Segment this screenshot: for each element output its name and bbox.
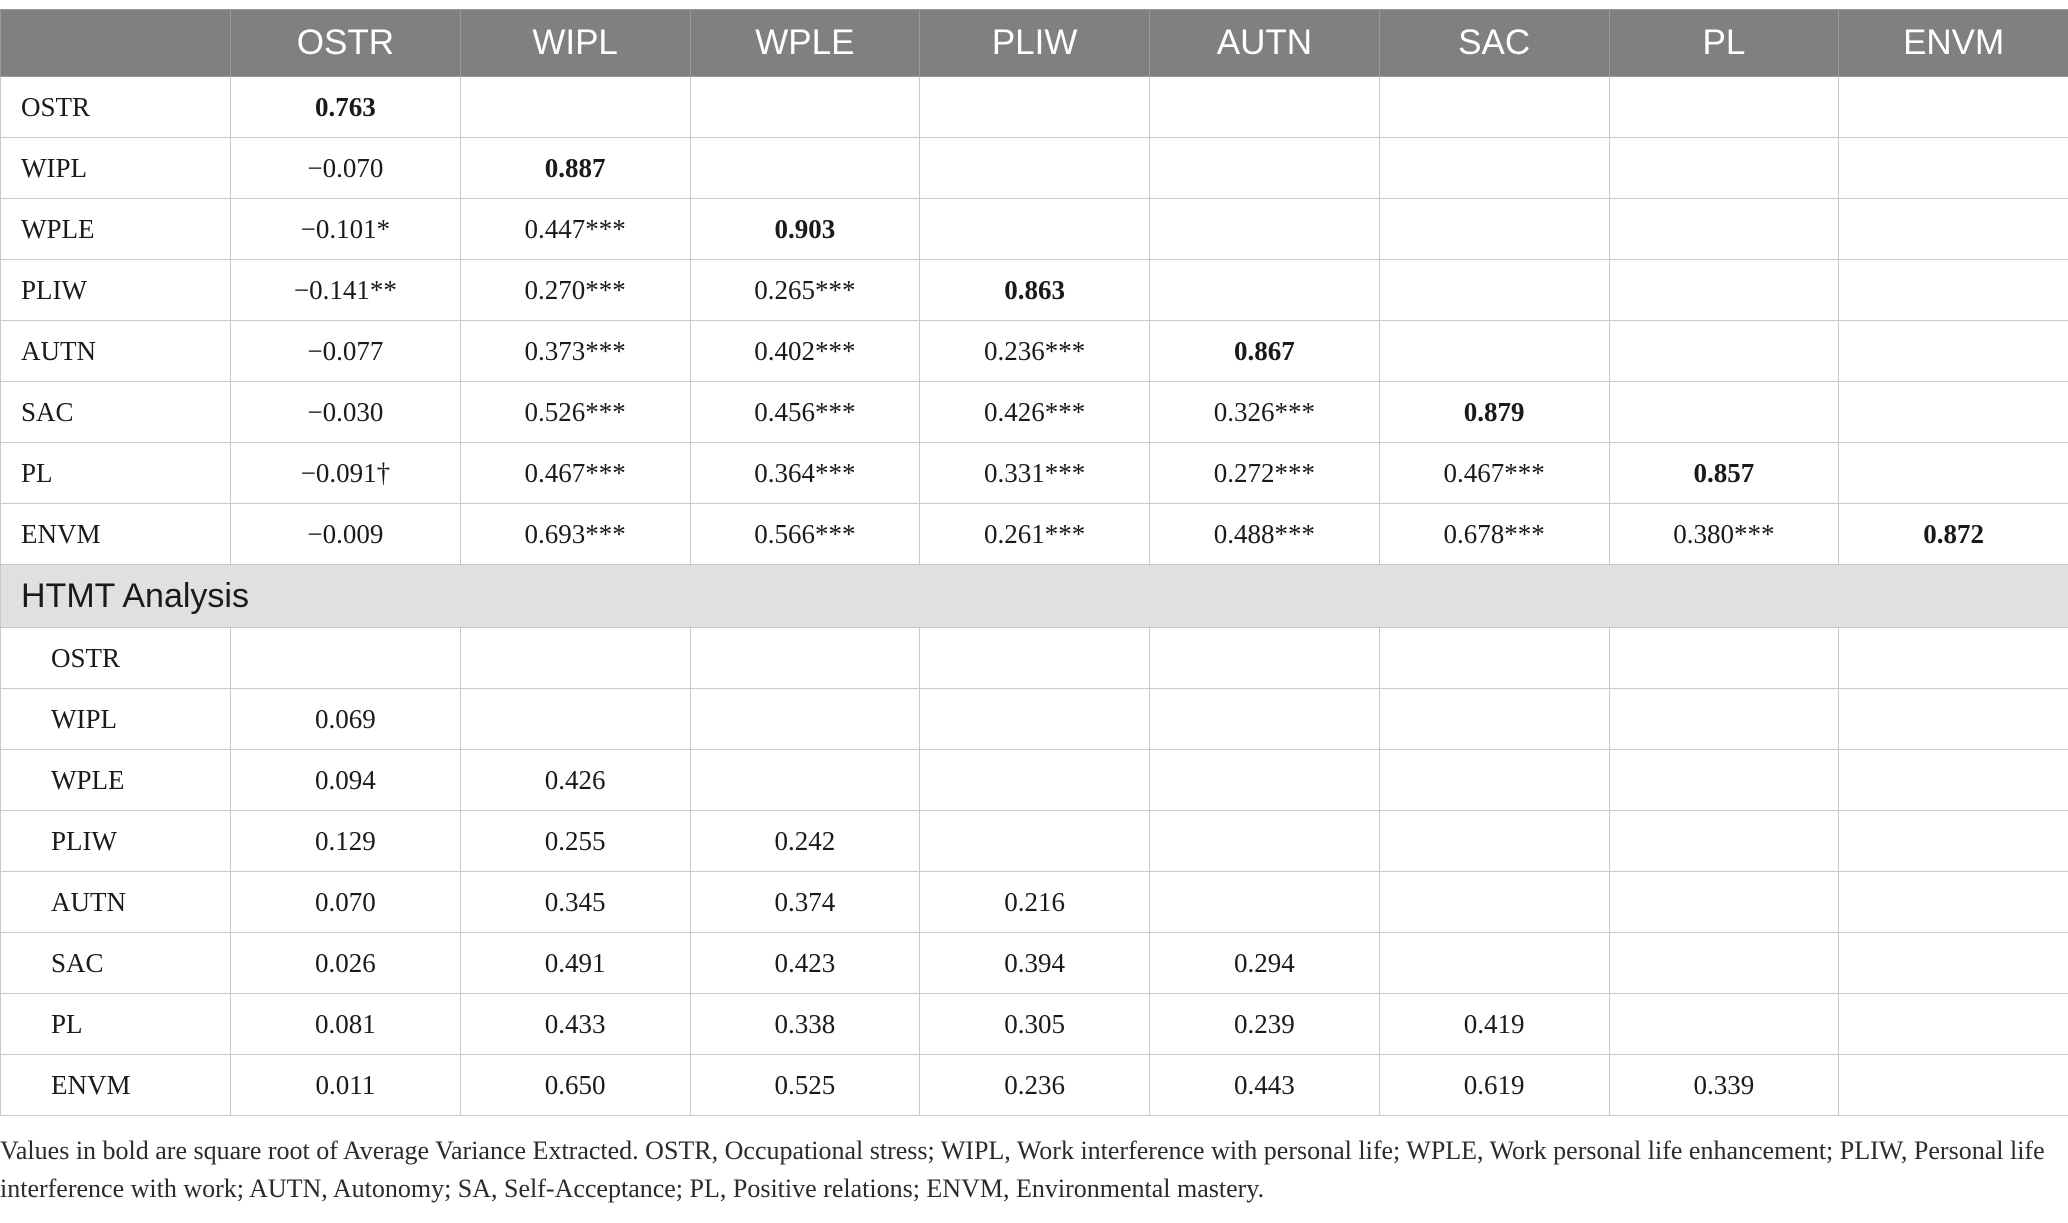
table-cell: −0.077 <box>231 321 461 382</box>
table-cell: 0.026 <box>231 933 461 994</box>
table-cell <box>1379 321 1609 382</box>
table-cell: 0.216 <box>920 872 1150 933</box>
table-cell: 0.447*** <box>460 199 690 260</box>
table-cell: 0.380*** <box>1609 504 1839 565</box>
table-cell <box>1150 811 1380 872</box>
table-cell <box>460 628 690 689</box>
table-row <box>1 443 2068 504</box>
table-row <box>1 628 2068 689</box>
row-label: WPLE <box>1 199 231 260</box>
table-cell: 0.331*** <box>920 443 1150 504</box>
table-cell <box>1609 260 1839 321</box>
table-cell: 0.242 <box>690 811 920 872</box>
table-cell: 0.070 <box>231 872 461 933</box>
table-cell <box>1379 750 1609 811</box>
column-header: PL <box>1609 10 1839 77</box>
table-row <box>1 872 2068 933</box>
table-cell <box>690 689 920 750</box>
table-cell <box>920 199 1150 260</box>
column-header: AUTN <box>1150 10 1380 77</box>
table-cell <box>1379 872 1609 933</box>
row-label: AUTN <box>1 321 231 382</box>
column-header: ENVM <box>1839 10 2068 77</box>
table-row <box>1 811 2068 872</box>
table-cell: 0.338 <box>690 994 920 1055</box>
table-cell: 0.374 <box>690 872 920 933</box>
row-label: WIPL <box>1 689 231 750</box>
table-cell: 0.693*** <box>460 504 690 565</box>
table-row <box>1 321 2068 382</box>
row-label: ENVM <box>1 1055 231 1116</box>
table-cell <box>1609 628 1839 689</box>
table-cell: 0.526*** <box>460 382 690 443</box>
table-cell <box>1839 1055 2068 1116</box>
table-row <box>1 933 2068 994</box>
table-cell: 0.867 <box>1150 321 1380 382</box>
table-cell <box>460 77 690 138</box>
table-cell: 0.081 <box>231 994 461 1055</box>
table-cell: 0.763 <box>231 77 461 138</box>
row-label: PLIW <box>1 260 231 321</box>
table-cell <box>1609 933 1839 994</box>
table-footnote: Values in bold are square root of Average Variance Extracted. OSTR, Occupational stress; WIPL, Work interference with personal life; WPLE, Work personal life enhancement; PLIW, Personal life interference with work; AUTN, Autonomy; SA, Self-Acceptance; PL, Positive relations; ENVM, Environmental mastery. <box>0 1136 2045 1203</box>
table-cell: 0.903 <box>690 199 920 260</box>
table-cell: −0.030 <box>231 382 461 443</box>
table-cell <box>1150 872 1380 933</box>
table-cell <box>1609 199 1839 260</box>
table-cell <box>1609 689 1839 750</box>
table-cell <box>1609 321 1839 382</box>
table-cell: 0.872 <box>1839 504 2068 565</box>
table-cell: 0.239 <box>1150 994 1380 1055</box>
table-cell: 0.525 <box>690 1055 920 1116</box>
row-label: WPLE <box>1 750 231 811</box>
table-cell <box>690 138 920 199</box>
table-cell: 0.879 <box>1379 382 1609 443</box>
table-cell <box>1609 811 1839 872</box>
row-label: AUTN <box>1 872 231 933</box>
table-cell <box>1609 77 1839 138</box>
table-cell: 0.857 <box>1609 443 1839 504</box>
table-cell: 0.467*** <box>1379 443 1609 504</box>
column-header: PLIW <box>920 10 1150 77</box>
table-cell <box>690 628 920 689</box>
table-cell <box>1379 811 1609 872</box>
table-cell <box>1609 994 1839 1055</box>
table-cell: 0.887 <box>460 138 690 199</box>
table-cell <box>1839 382 2068 443</box>
table-cell <box>1839 994 2068 1055</box>
table-cell: 0.236*** <box>920 321 1150 382</box>
table-cell: 0.650 <box>460 1055 690 1116</box>
table-cell: 0.305 <box>920 994 1150 1055</box>
table-cell: 0.129 <box>231 811 461 872</box>
table-cell: 0.566*** <box>690 504 920 565</box>
table-cell: 0.443 <box>1150 1055 1380 1116</box>
table-cell <box>1839 260 2068 321</box>
table-row <box>1 689 2068 750</box>
table-row <box>1 199 2068 260</box>
table-cell: 0.863 <box>920 260 1150 321</box>
table-row <box>1 138 2068 199</box>
column-header: WIPL <box>460 10 690 77</box>
table-row <box>1 504 2068 565</box>
table-cell <box>1609 138 1839 199</box>
table-cell <box>1839 933 2068 994</box>
table-cell <box>1839 199 2068 260</box>
table-cell: 0.094 <box>231 750 461 811</box>
table-row <box>1 77 2068 138</box>
table-cell: 0.467*** <box>460 443 690 504</box>
table-row <box>1 382 2068 443</box>
table-cell: −0.101* <box>231 199 461 260</box>
table-cell <box>231 628 461 689</box>
table-cell: 0.433 <box>460 994 690 1055</box>
table-cell: 0.069 <box>231 689 461 750</box>
table-row <box>1 1055 2068 1116</box>
table-cell: −0.009 <box>231 504 461 565</box>
table-cell: 0.011 <box>231 1055 461 1116</box>
table-cell <box>1839 138 2068 199</box>
table-cell <box>1609 750 1839 811</box>
table-cell <box>1379 628 1609 689</box>
table-cell <box>1150 199 1380 260</box>
table-body <box>1 77 2068 1116</box>
column-header: WPLE <box>690 10 920 77</box>
table-cell <box>690 750 920 811</box>
table-cell <box>1839 811 2068 872</box>
table-row <box>1 260 2068 321</box>
table-cell <box>1379 199 1609 260</box>
table-cell: 0.419 <box>1379 994 1609 1055</box>
table-cell <box>920 750 1150 811</box>
table-cell: 0.394 <box>920 933 1150 994</box>
table-cell: −0.141** <box>231 260 461 321</box>
row-label: SAC <box>1 933 231 994</box>
table-cell: 0.339 <box>1609 1055 1839 1116</box>
table-cell <box>1839 443 2068 504</box>
column-header: OSTR <box>231 10 461 77</box>
table-cell: 0.402*** <box>690 321 920 382</box>
table-cell: −0.070 <box>231 138 461 199</box>
table-cell: 0.488*** <box>1150 504 1380 565</box>
row-label: WIPL <box>1 138 231 199</box>
table-cell: 0.345 <box>460 872 690 933</box>
header-corner <box>1 10 231 77</box>
table-cell <box>1839 689 2068 750</box>
table-cell <box>1150 260 1380 321</box>
table-cell: 0.426*** <box>920 382 1150 443</box>
table-cell: 0.236 <box>920 1055 1150 1116</box>
table-cell: 0.265*** <box>690 260 920 321</box>
table-cell: 0.294 <box>1150 933 1380 994</box>
table-cell: 0.423 <box>690 933 920 994</box>
table-cell <box>1150 77 1380 138</box>
table-cell <box>1150 628 1380 689</box>
row-label: PLIW <box>1 811 231 872</box>
correlation-table-container <box>0 9 2068 1116</box>
table-cell <box>1609 382 1839 443</box>
table-cell: 0.491 <box>460 933 690 994</box>
table-row <box>1 750 2068 811</box>
table-cell: 0.272*** <box>1150 443 1380 504</box>
table-cell: 0.456*** <box>690 382 920 443</box>
column-header: SAC <box>1379 10 1609 77</box>
table-cell <box>1150 138 1380 199</box>
table-cell <box>1379 138 1609 199</box>
table-cell <box>1839 628 2068 689</box>
header-row <box>1 10 2068 77</box>
table-cell: 0.261*** <box>920 504 1150 565</box>
table-cell <box>460 689 690 750</box>
table-cell: 0.678*** <box>1379 504 1609 565</box>
table-cell <box>1150 750 1380 811</box>
table-cell: 0.373*** <box>460 321 690 382</box>
table-cell <box>920 689 1150 750</box>
table-cell: −0.091† <box>231 443 461 504</box>
table-cell <box>1379 933 1609 994</box>
table-cell <box>920 628 1150 689</box>
row-label: PL <box>1 994 231 1055</box>
row-label: ENVM <box>1 504 231 565</box>
table-cell <box>1839 872 2068 933</box>
table-cell <box>1150 689 1380 750</box>
table-cell <box>1839 77 2068 138</box>
table-cell <box>690 77 920 138</box>
table-cell: 0.364*** <box>690 443 920 504</box>
table-row <box>1 994 2068 1055</box>
table-cell: 0.619 <box>1379 1055 1609 1116</box>
table-cell <box>920 138 1150 199</box>
table-cell <box>920 811 1150 872</box>
table-cell <box>1379 77 1609 138</box>
row-label: SAC <box>1 382 231 443</box>
table-cell <box>1609 872 1839 933</box>
correlation-table <box>0 9 2068 1116</box>
table-cell <box>1839 750 2068 811</box>
row-label: OSTR <box>1 77 231 138</box>
table-cell <box>1379 260 1609 321</box>
section-title: HTMT Analysis <box>1 565 2068 628</box>
table-cell <box>1379 689 1609 750</box>
table-cell: 0.270*** <box>460 260 690 321</box>
table-cell: 0.326*** <box>1150 382 1380 443</box>
table-cell <box>920 77 1150 138</box>
table-cell <box>1839 321 2068 382</box>
row-label: OSTR <box>1 628 231 689</box>
row-label: PL <box>1 443 231 504</box>
section-row <box>1 565 2068 628</box>
table-cell: 0.426 <box>460 750 690 811</box>
table-cell: 0.255 <box>460 811 690 872</box>
